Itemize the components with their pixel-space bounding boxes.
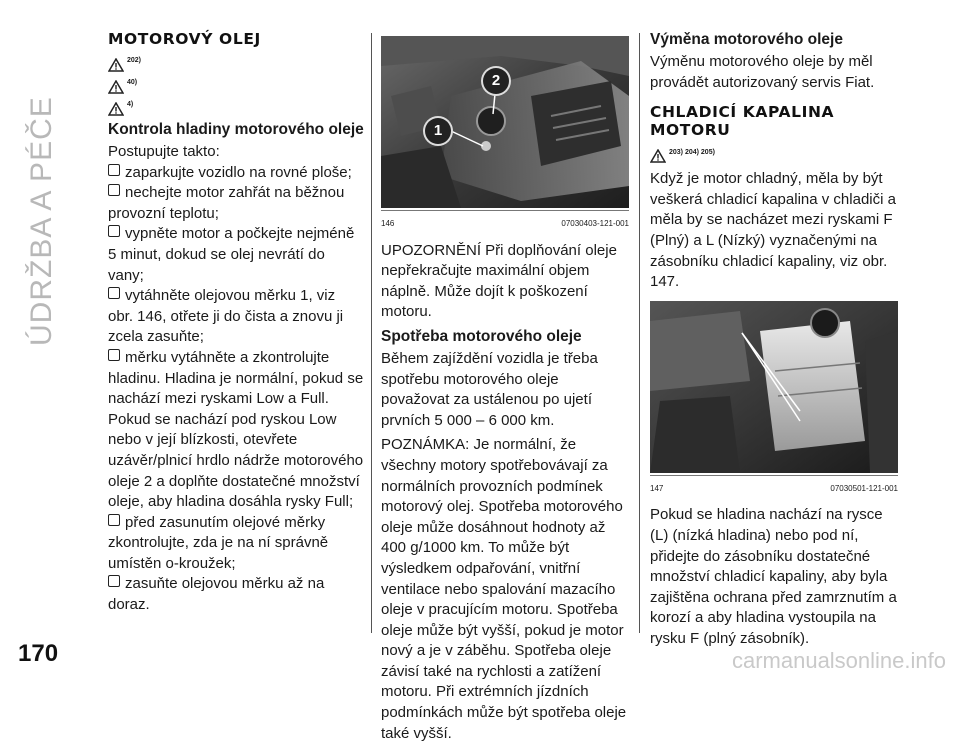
warning-triangle-icon <box>108 102 124 116</box>
checkbox-bullet-icon <box>108 184 120 196</box>
step-item: zasuňte olejovou měrku až na doraz. <box>108 575 325 614</box>
page-number: 170 <box>18 640 59 667</box>
intro-text: Postupujte takto: <box>108 143 220 160</box>
warning-triangle-icon <box>108 58 124 72</box>
figure-code: 07030403-121-001 <box>561 219 629 228</box>
step-item: vytáhněte olejovou měrku 1, viz obr. 146, otřete ji do čista a znovu ji zcela zasuňte; <box>108 287 344 346</box>
step-item: vypněte motor a počkejte nejméně 5 minut, dokud se olej nevrátí do vany; <box>108 225 355 284</box>
column-divider <box>371 33 372 633</box>
engine-bay-illustration <box>381 36 629 208</box>
coolant-reservoir-illustration <box>650 301 898 473</box>
figure-number: 146 <box>381 219 395 228</box>
figure-caption <box>381 210 629 235</box>
paragraph: Když je motor chladný, měla by být veškerá chladicí kapalina v chladiči a měla by se nacházet mezi ryskami F (Plný) a L (Nízký) vyznačenými na zásobníku chladicí kapaliny, viz obr. 147. <box>650 170 896 291</box>
section-title-engine-oil: MOTOROVÝ OLEJ <box>108 30 261 48</box>
checkbox-bullet-icon <box>108 164 120 176</box>
step-item: měrku vytáhněte a zkontrolujte hladinu. Hladina je normální, pokud se nachází mezi ryskami Low a Full. Pokud se nachází pod ryskou Low nebo v její blízkosti, otevřete uzávěr/plnicí hrdlo nádrže motorového oleje 2 a doplňte dostatečné množství oleje, aby hladina dosáhla rysky Full; <box>108 348 364 511</box>
step-item: před zasunutím olejové měrky zkontrolujte, zda je na ní správně umístěn o-kroužek; <box>108 513 329 572</box>
warning-ref: 4) <box>108 94 364 116</box>
paragraph: Pokud se hladina nachází na rysce (L) (nízká hladina) nebo pod ní, přidejte do zásobníku dostatečné množství chladicí kapaliny, aby byla zajištěna ochrana před zamrznutím a korozí a aby hladina vystoupila na rysku F (plný zásobník). <box>650 506 897 647</box>
figure-caption <box>650 475 898 500</box>
subheading-oil-consumption: Spotřeba motorového oleje <box>381 327 582 345</box>
marker-1: 1 <box>425 118 451 144</box>
warning-ref: 203) 204) 205) <box>650 141 898 163</box>
warning-ref: 202) <box>108 50 364 72</box>
checkbox-bullet-icon <box>108 575 120 587</box>
paragraph: Výměnu motorového oleje by měl provádět autorizovaný servis Fiat. <box>650 53 875 91</box>
warning-triangle-icon <box>108 80 124 94</box>
checkbox-bullet-icon <box>108 349 120 361</box>
step-item: nechejte motor zahřát na běžnou provozní teplotu; <box>108 184 345 222</box>
column-divider <box>639 33 640 633</box>
section-title-coolant: CHLADICÍ KAPALINA MOTORU <box>650 103 835 140</box>
checkbox-bullet-icon <box>108 287 120 299</box>
step-item: zaparkujte vozidlo na rovné ploše; <box>108 163 364 184</box>
checkbox-bullet-icon <box>108 225 120 237</box>
subheading-oil-change: Výměna motorového oleje <box>650 31 843 48</box>
paragraph-note: POZNÁMKA: Je normální, že všechny motory spotřebovávají za normálních provozních podmínek motorový olej. Spotřeba motorového oleje může dosáhnout hodnoty až 400 g/1000 km. To může být výsledkem odpařování, vnitřní ventilace nebo spalování mazacího oleje v pracujícím motoru. Spotřeba oleje může být vyšší, pokud je motor nový a je v záběhu. Spotřeba oleje závisí také na rychlosti a zatížení motoru. Při extrémních jízdních podmínkách může být spotřeba oleje také vyšší. <box>381 436 627 742</box>
figure-number: 147 <box>650 483 664 493</box>
column-3 <box>650 30 898 650</box>
watermark: carmanualsonline.info <box>731 648 946 673</box>
figure-146-engine-photo <box>381 36 629 208</box>
figure-147-coolant-photo <box>650 301 898 473</box>
checkbox-bullet-icon <box>108 514 120 526</box>
column-1 <box>108 30 364 616</box>
warning-text: UPOZORNĚNÍ Při doplňování oleje nepřekračujte maximální objem náplně. Může dojít k poškození motoru. <box>381 241 617 321</box>
warning-triangle-icon <box>650 149 666 163</box>
subheading-oil-level-check: Kontrola hladiny motorového oleje <box>108 121 364 138</box>
marker-2: 2 <box>483 68 509 94</box>
warning-ref: 40) <box>108 72 364 94</box>
figure-code: 07030501-121-001 <box>830 483 898 493</box>
column-2 <box>381 30 629 744</box>
paragraph: Během zajíždění vozidla je třeba spotřebu motorového oleje považovat za ustálenou po ujetí prvních 5 000 – 6 000 km. <box>381 349 598 429</box>
